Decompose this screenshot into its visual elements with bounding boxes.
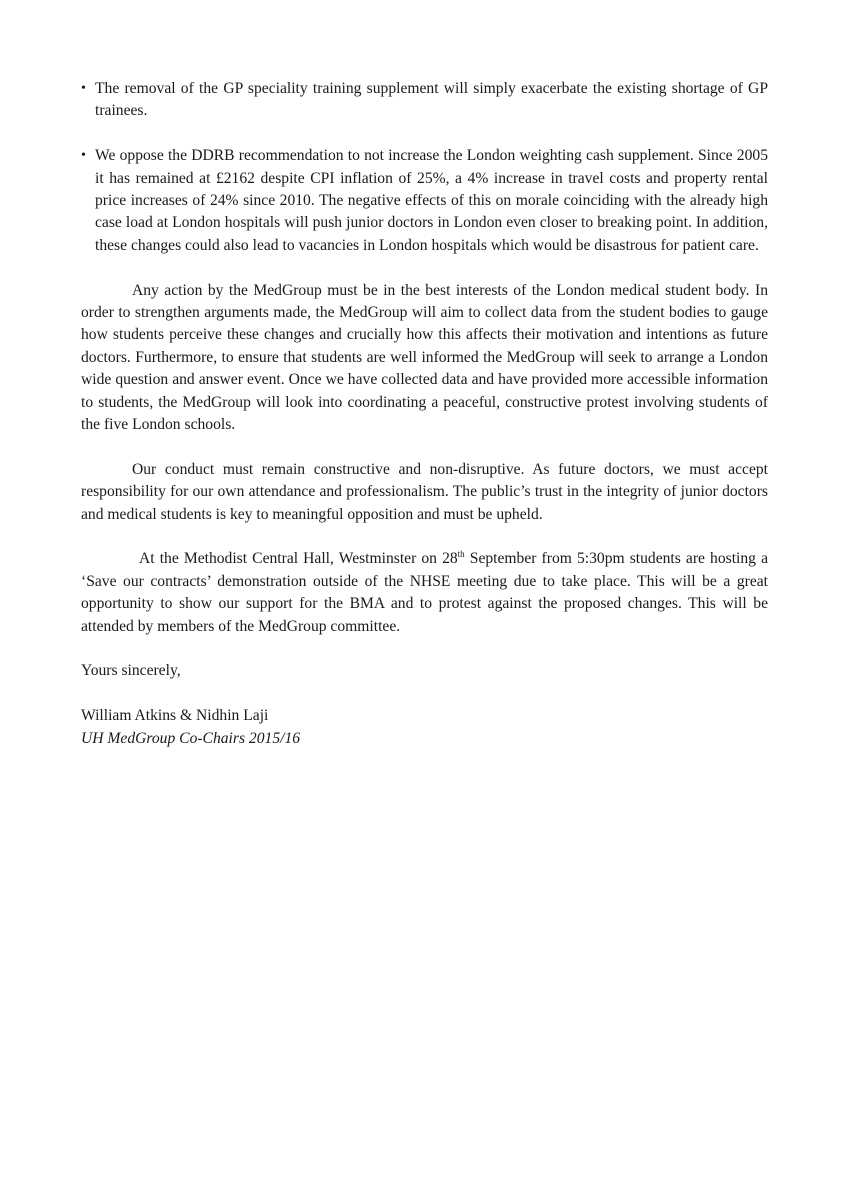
ordinal-suffix: th (457, 549, 465, 560)
paragraph-event (81, 548, 768, 638)
bullet-list (81, 78, 768, 257)
bullet-item-gp-supplement (81, 78, 768, 123)
letter-body (81, 78, 768, 772)
signature-block (81, 705, 768, 750)
event-text-start: At the Methodist Central Hall, Westminster on 28 (139, 550, 458, 568)
paragraph-conduct: Our conduct must remain constructive and non-disruptive. As future doctors, we must accept responsibility for our own attendance and professionalism. The public’s trust in the integrity of junior doctors and medical students is key to meaningful opposition and must be upheld. (81, 460, 768, 523)
closing-salutation: Yours sincerely, (81, 662, 181, 680)
signatory-names: William Atkins & Nidhin Laji (81, 707, 269, 725)
signatory-role: UH MedGroup Co-Chairs 2015/16 (81, 729, 301, 747)
paragraph-action: Any action by the MedGroup must be in the best interests of the London medical student body. In order to strengthen arguments made, the MedGroup will aim to collect data from the student bodies to gauge how students perceive these changes and crucially how this affects their motivation and intentions as future doctors. Furthermore, to ensure that students are well informed the MedGroup will seek to arrange a London wide question and answer event. Once we have collected data and have provided more accessible information to students, the MedGroup will look into coordinating a peaceful, constructive protest involving students of the five London schools. (81, 281, 768, 434)
bullet-item-london-weighting (81, 145, 768, 257)
bullet-text: The removal of the GP speciality training supplement will simply exacerbate the existing shortage of GP trainees. (95, 80, 768, 120)
bullet-icon: • (81, 148, 86, 164)
bullet-icon: • (81, 81, 86, 96)
event-text-rest: September from 5:30pm students are hosting a ‘Save our contracts’ demonstration outside of the NHSE meeting due to take place. This will be a great opportunity to show our support for the BMA and to protest against the proposed changes. This will be attended by members of the MedGroup committee. (81, 550, 768, 635)
bullet-text: We oppose the DDRB recommendation to not increase the London weighting cash supplement. Since 2005 it has remained at £2162 despite CPI inflation of 25%, a 4% increase in travel costs and property rental price increases of 24% since 2010. The negative effects of this on morale coinciding with the already high case load at London hospitals will push junior doctors in London even closer to breaking point. In addition, these changes could also lead to vacancies in London hospitals which would be disastrous for patient care. (95, 147, 768, 254)
